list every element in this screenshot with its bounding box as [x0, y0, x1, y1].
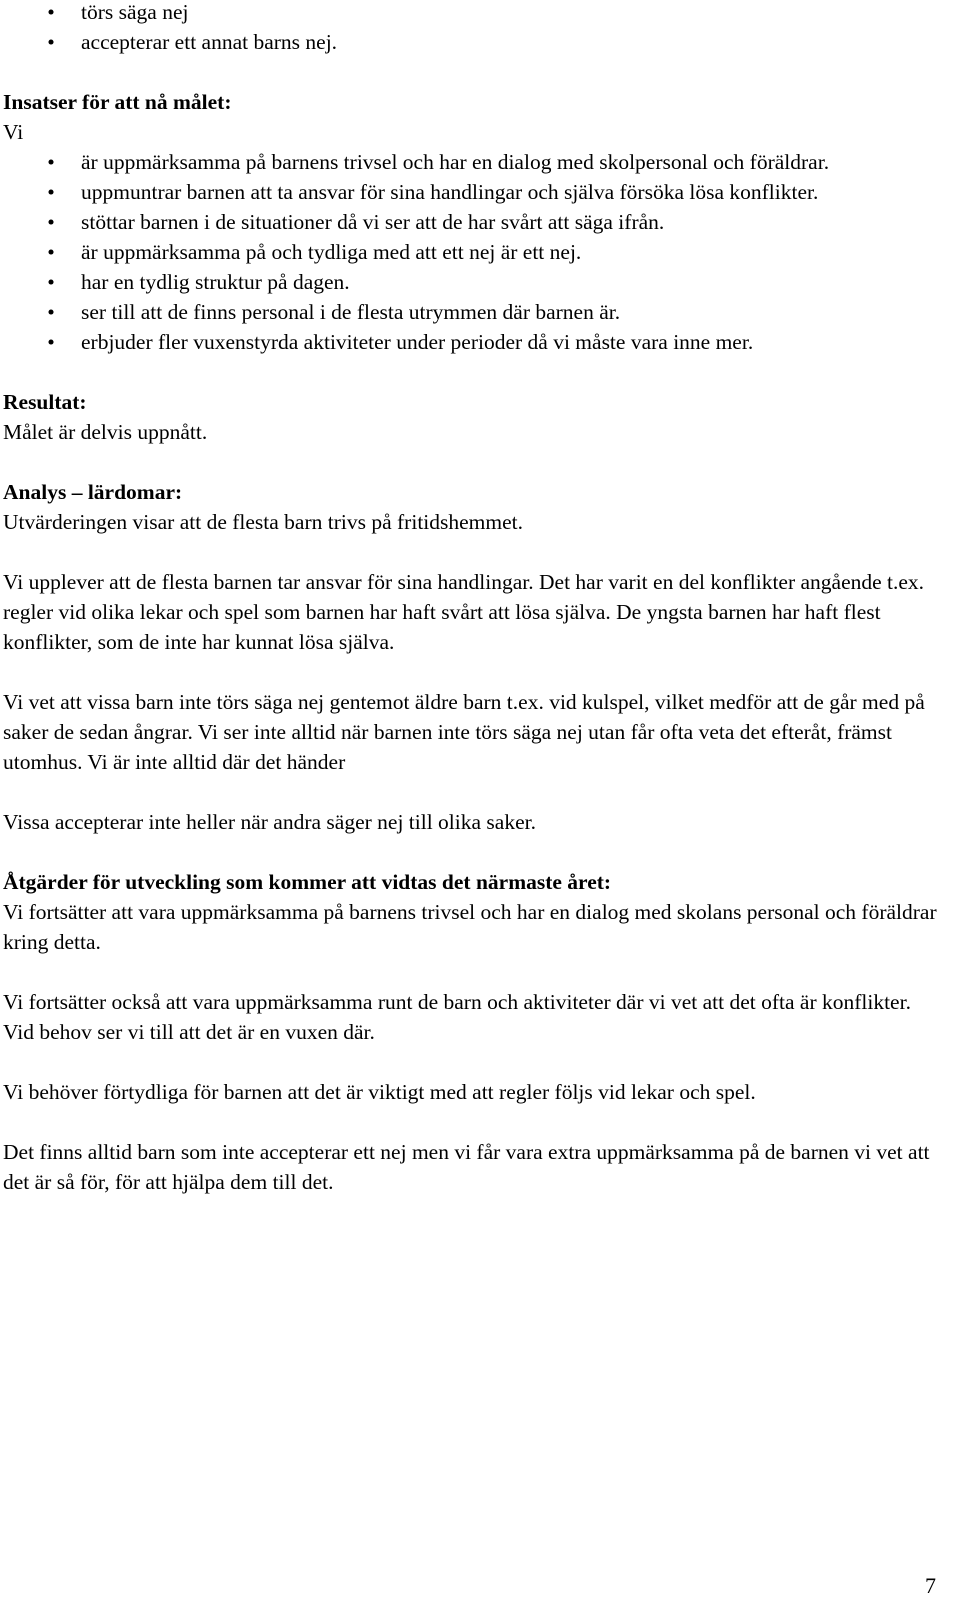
list-item	[47, 177, 943, 207]
spacer	[3, 777, 943, 807]
insatser-lead: Vi	[3, 120, 24, 144]
list-item-text: är uppmärksamma på barnens trivsel och har en dialog med skolpersonal och föräldrar.	[81, 150, 830, 174]
list-item-text: erbjuder fler vuxenstyrda aktiviteter under perioder då vi måste vara inne mer.	[81, 330, 754, 354]
spacer	[3, 357, 943, 387]
list-item	[47, 237, 943, 267]
list-item-text: törs säga nej	[81, 0, 189, 24]
spacer	[3, 1047, 943, 1077]
atgarder-paragraph-3: Vi behöver förtydliga för barnen att det är viktigt med att regler följs vid lekar och spel.	[3, 1080, 756, 1104]
spacer	[3, 657, 943, 687]
analys-paragraph-4: Vissa accepterar inte heller när andra säger nej till olika saker.	[3, 810, 536, 834]
spacer	[3, 957, 943, 987]
bullet-icon: •	[47, 300, 55, 324]
insatser-bullet-list	[3, 147, 943, 357]
spacer	[3, 57, 943, 87]
list-item-text: har en tydlig struktur på dagen.	[81, 270, 350, 294]
list-item	[47, 147, 943, 177]
list-item	[47, 327, 943, 357]
spacer	[3, 837, 943, 867]
list-item-text: uppmuntrar barnen att ta ansvar för sina handlingar och själva försöka lösa konflikter.	[81, 180, 819, 204]
list-item	[47, 27, 943, 57]
analys-paragraph-2: Vi upplever att de flesta barnen tar ansvar för sina handlingar. Det har varit en del konflikter angående t.ex. regler vid olika lekar och spel som barnen har haft svårt att lösa själva. De yngsta barnen har haft flest konflikter, som de inte har kunnat lösa själva.	[3, 570, 925, 654]
analys-heading: Analys – lärdomar:	[3, 480, 183, 504]
bullet-icon: •	[47, 0, 55, 24]
atgarder-paragraph-4: Det finns alltid barn som inte accepterar ett nej men vi får vara extra uppmärksamma på de barnen vi vet att det är så för, för att hjälpa dem till det.	[3, 1140, 930, 1194]
bullet-icon: •	[47, 330, 55, 354]
bullet-icon: •	[47, 150, 55, 174]
atgarder-paragraph-1: Vi fortsätter att vara uppmärksamma på barnens trivsel och har en dialog med skolans personal och föräldrar kring detta.	[3, 900, 937, 954]
bullet-icon: •	[47, 240, 55, 264]
list-item-text: ser till att de finns personal i de flesta utrymmen där barnen är.	[81, 300, 621, 324]
spacer	[3, 1107, 943, 1137]
document-page	[3, 0, 943, 1197]
atgarder-heading: Åtgärder för utveckling som kommer att vidtas det närmaste året:	[3, 870, 612, 894]
list-item-text: är uppmärksamma på och tydliga med att ett nej är ett nej.	[81, 240, 582, 264]
analys-paragraph-1: Utvärderingen visar att de flesta barn trivs på fritidshemmet.	[3, 510, 524, 534]
page-number: 7	[925, 1573, 936, 1598]
list-item-text: accepterar ett annat barns nej.	[81, 30, 338, 54]
insatser-heading: Insatser för att nå målet:	[3, 90, 232, 114]
list-item	[47, 267, 943, 297]
analys-paragraph-3: Vi vet att vissa barn inte törs säga nej gentemot äldre barn t.ex. vid kulspel, vilket medför att de går med på saker de sedan ångrar. Vi ser inte alltid när barnen inte törs säga nej utan får ofta veta det efteråt, främst utomhus. Vi är inte alltid där det händer	[3, 690, 925, 774]
list-item-text: stöttar barnen i de situationer då vi ser att de har svårt att säga ifrån.	[81, 210, 665, 234]
resultat-heading: Resultat:	[3, 390, 87, 414]
resultat-text: Målet är delvis uppnått.	[3, 420, 208, 444]
bullet-icon: •	[47, 180, 55, 204]
list-item	[47, 0, 943, 27]
list-item	[47, 297, 943, 327]
bullet-icon: •	[47, 30, 55, 54]
list-item	[47, 207, 943, 237]
spacer	[3, 537, 943, 567]
bullet-icon: •	[47, 210, 55, 234]
spacer	[3, 447, 943, 477]
atgarder-paragraph-2: Vi fortsätter också att vara uppmärksamma runt de barn och aktiviteter där vi vet att det ofta är konflikter. Vid behov ser vi till att det är en vuxen där.	[3, 990, 911, 1044]
bullet-icon: •	[47, 270, 55, 294]
intro-bullet-list	[3, 0, 943, 57]
